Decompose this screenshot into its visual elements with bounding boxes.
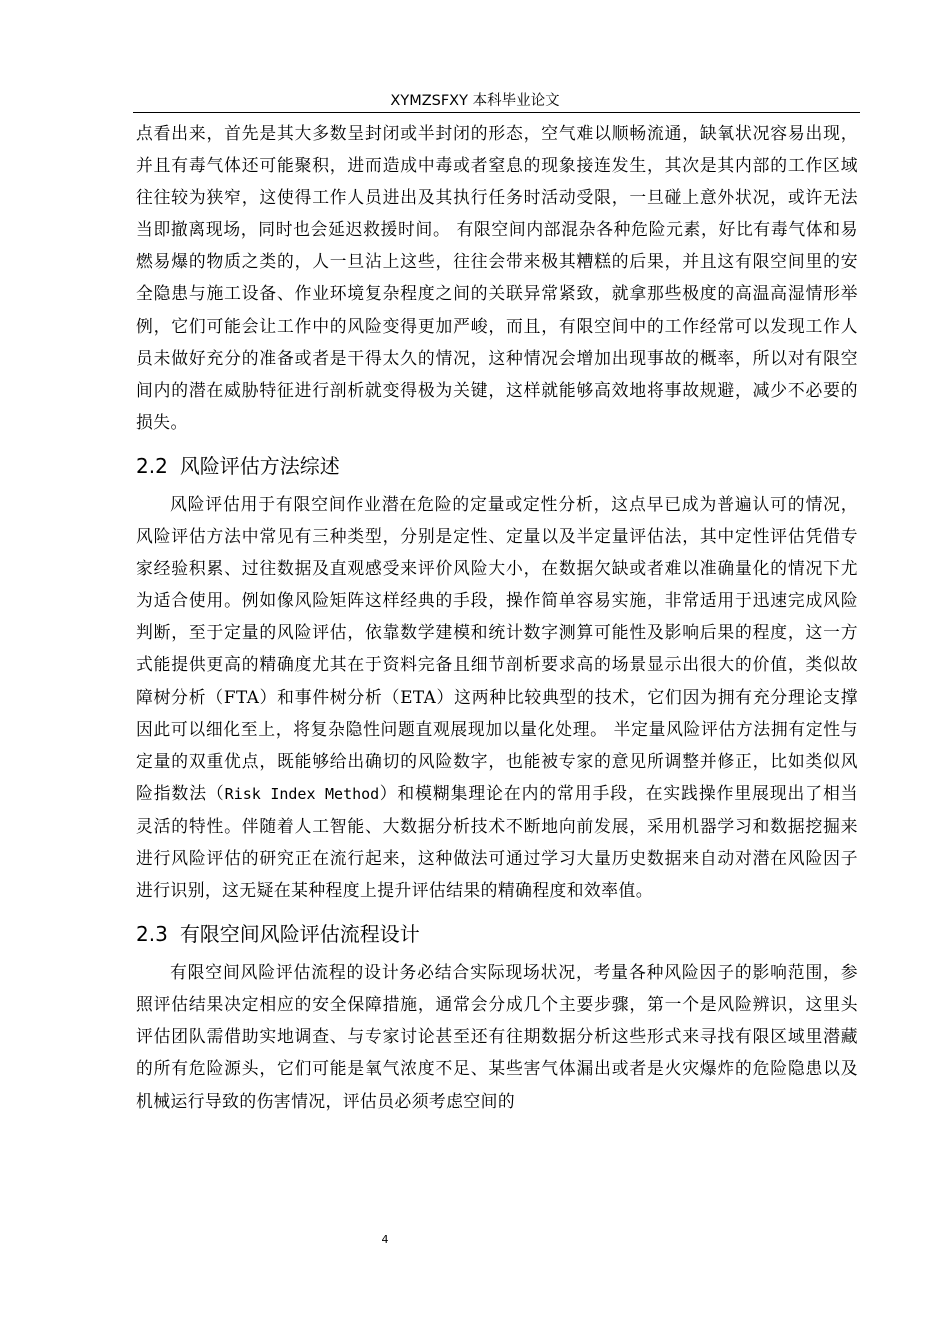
paragraph-text: ）和模糊集理论在内的常用手段，在实践操作里展现出了相当灵活的特性。伴随着人工智能、大数据分析技术不断地向前发展，采用机器学习和数据挖掘来进行风险评估的研究正在流行起来，这种做法可通过学习大量历史数据来自动对潜在风险因子进行识别，这无疑在某种程度上提升评估结果的精确程度和效率值。 bbox=[136, 782, 858, 901]
section-number: 2.2 bbox=[136, 453, 168, 478]
page-header: XYMZSFXY 本科毕业论文 bbox=[390, 93, 560, 109]
section-heading-2-2 bbox=[136, 450, 858, 483]
section-heading-2-3 bbox=[136, 918, 858, 951]
header-divider bbox=[133, 112, 860, 113]
term-risk-index-method: Risk Index Method bbox=[224, 784, 380, 803]
page-number: 4 bbox=[381, 1233, 389, 1246]
page-body bbox=[136, 117, 858, 1117]
paragraph-text: 风险评估用于有限空间作业潜在危险的定量或定性分析，这点早已成为普遍认可的情况，风险评估方法中常见有三种类型，分别是定性、定量以及半定量评估法，其中定性评估凭借专家经验积累、过往数据及直观感受来评价风险大小，在数据欠缺或者难以准确量化的情况下尤为适合使用。例如像风险矩阵这样经典的手段，操作简单容易实施，非常适用于迅速完成风险判断，至于定量的风险评估，依靠数学建模和统计数字测算可能性及影响后果的程度，这一方式能提供更高的精确度尤其在于资料完备且细节剖析要求高的场景显示出很大的价值，类似故障树分析（FTA）和事件树分析（ETA）这两种比较典型的技术，它们因为拥有充分理论支撑因此可以细化至上，将复杂隐性问题直观展现加以量化处理。 半定量风险评估方法拥有定性与定量的双重优点，既能够给出确切的风险数字，也能被专家的意见所调整并修正，比如类似风险指数法（ bbox=[136, 493, 858, 803]
paragraph-process-design: 有限空间风险评估流程的设计务必结合实际现场状况，考量各种风险因子的影响范围，参照评估结果决定相应的安全保障措施，通常会分成几个主要步骤，第一个是风险辨识，这里头评估团队需借助实地调查、与专家讨论甚至还有往期数据分析这些形式来寻找有限区域里潜藏的所有危险源头，它们可能是氧气浓度不足、某些害气体漏出或者是火灾爆炸的危险隐患以及机械运行导致的伤害情况，评估员必须考虑空间的 bbox=[136, 962, 858, 1111]
section-title: 风险评估方法综述 bbox=[179, 453, 340, 478]
paragraph-risk-methods bbox=[136, 488, 858, 906]
paragraph-continued: 点看出来，首先是其大多数呈封闭或半封闭的形态，空气难以顺畅流通，缺氧状况容易出现，并且有毒气体还可能聚积，进而造成中毒或者窒息的现象接连发生，其次是其内部的工作区域往往较为狭窄，这使得工作人员进出及其执行任务时活动受限，一旦碰上意外状况，或许无法当即撤离现场，同时也会延迟救援时间。 有限空间内部混杂各种危险元素，好比有毒气体和易燃易爆的物质之类的，人一旦沾上这些，往往会带来极其糟糕的后果，并且这有限空间里的安全隐患与施工设备、作业环境复杂程度之间的关联异常紧致，就拿那些极度的高温高湿情形举例，它们可能会让工作中的风险变得更加严峻，而且，有限空间中的工作经常可以发现工作人员未做好充分的准备或者是干得太久的情况，这种情况会增加出现事故的概率，所以对有限空间内的潜在威胁特征进行剖析就变得极为关键，这样就能够高效地将事故规避，减少不必要的损失。 bbox=[136, 123, 858, 432]
section-title: 有限空间风险评估流程设计 bbox=[179, 922, 420, 947]
section-number: 2.3 bbox=[136, 922, 168, 947]
